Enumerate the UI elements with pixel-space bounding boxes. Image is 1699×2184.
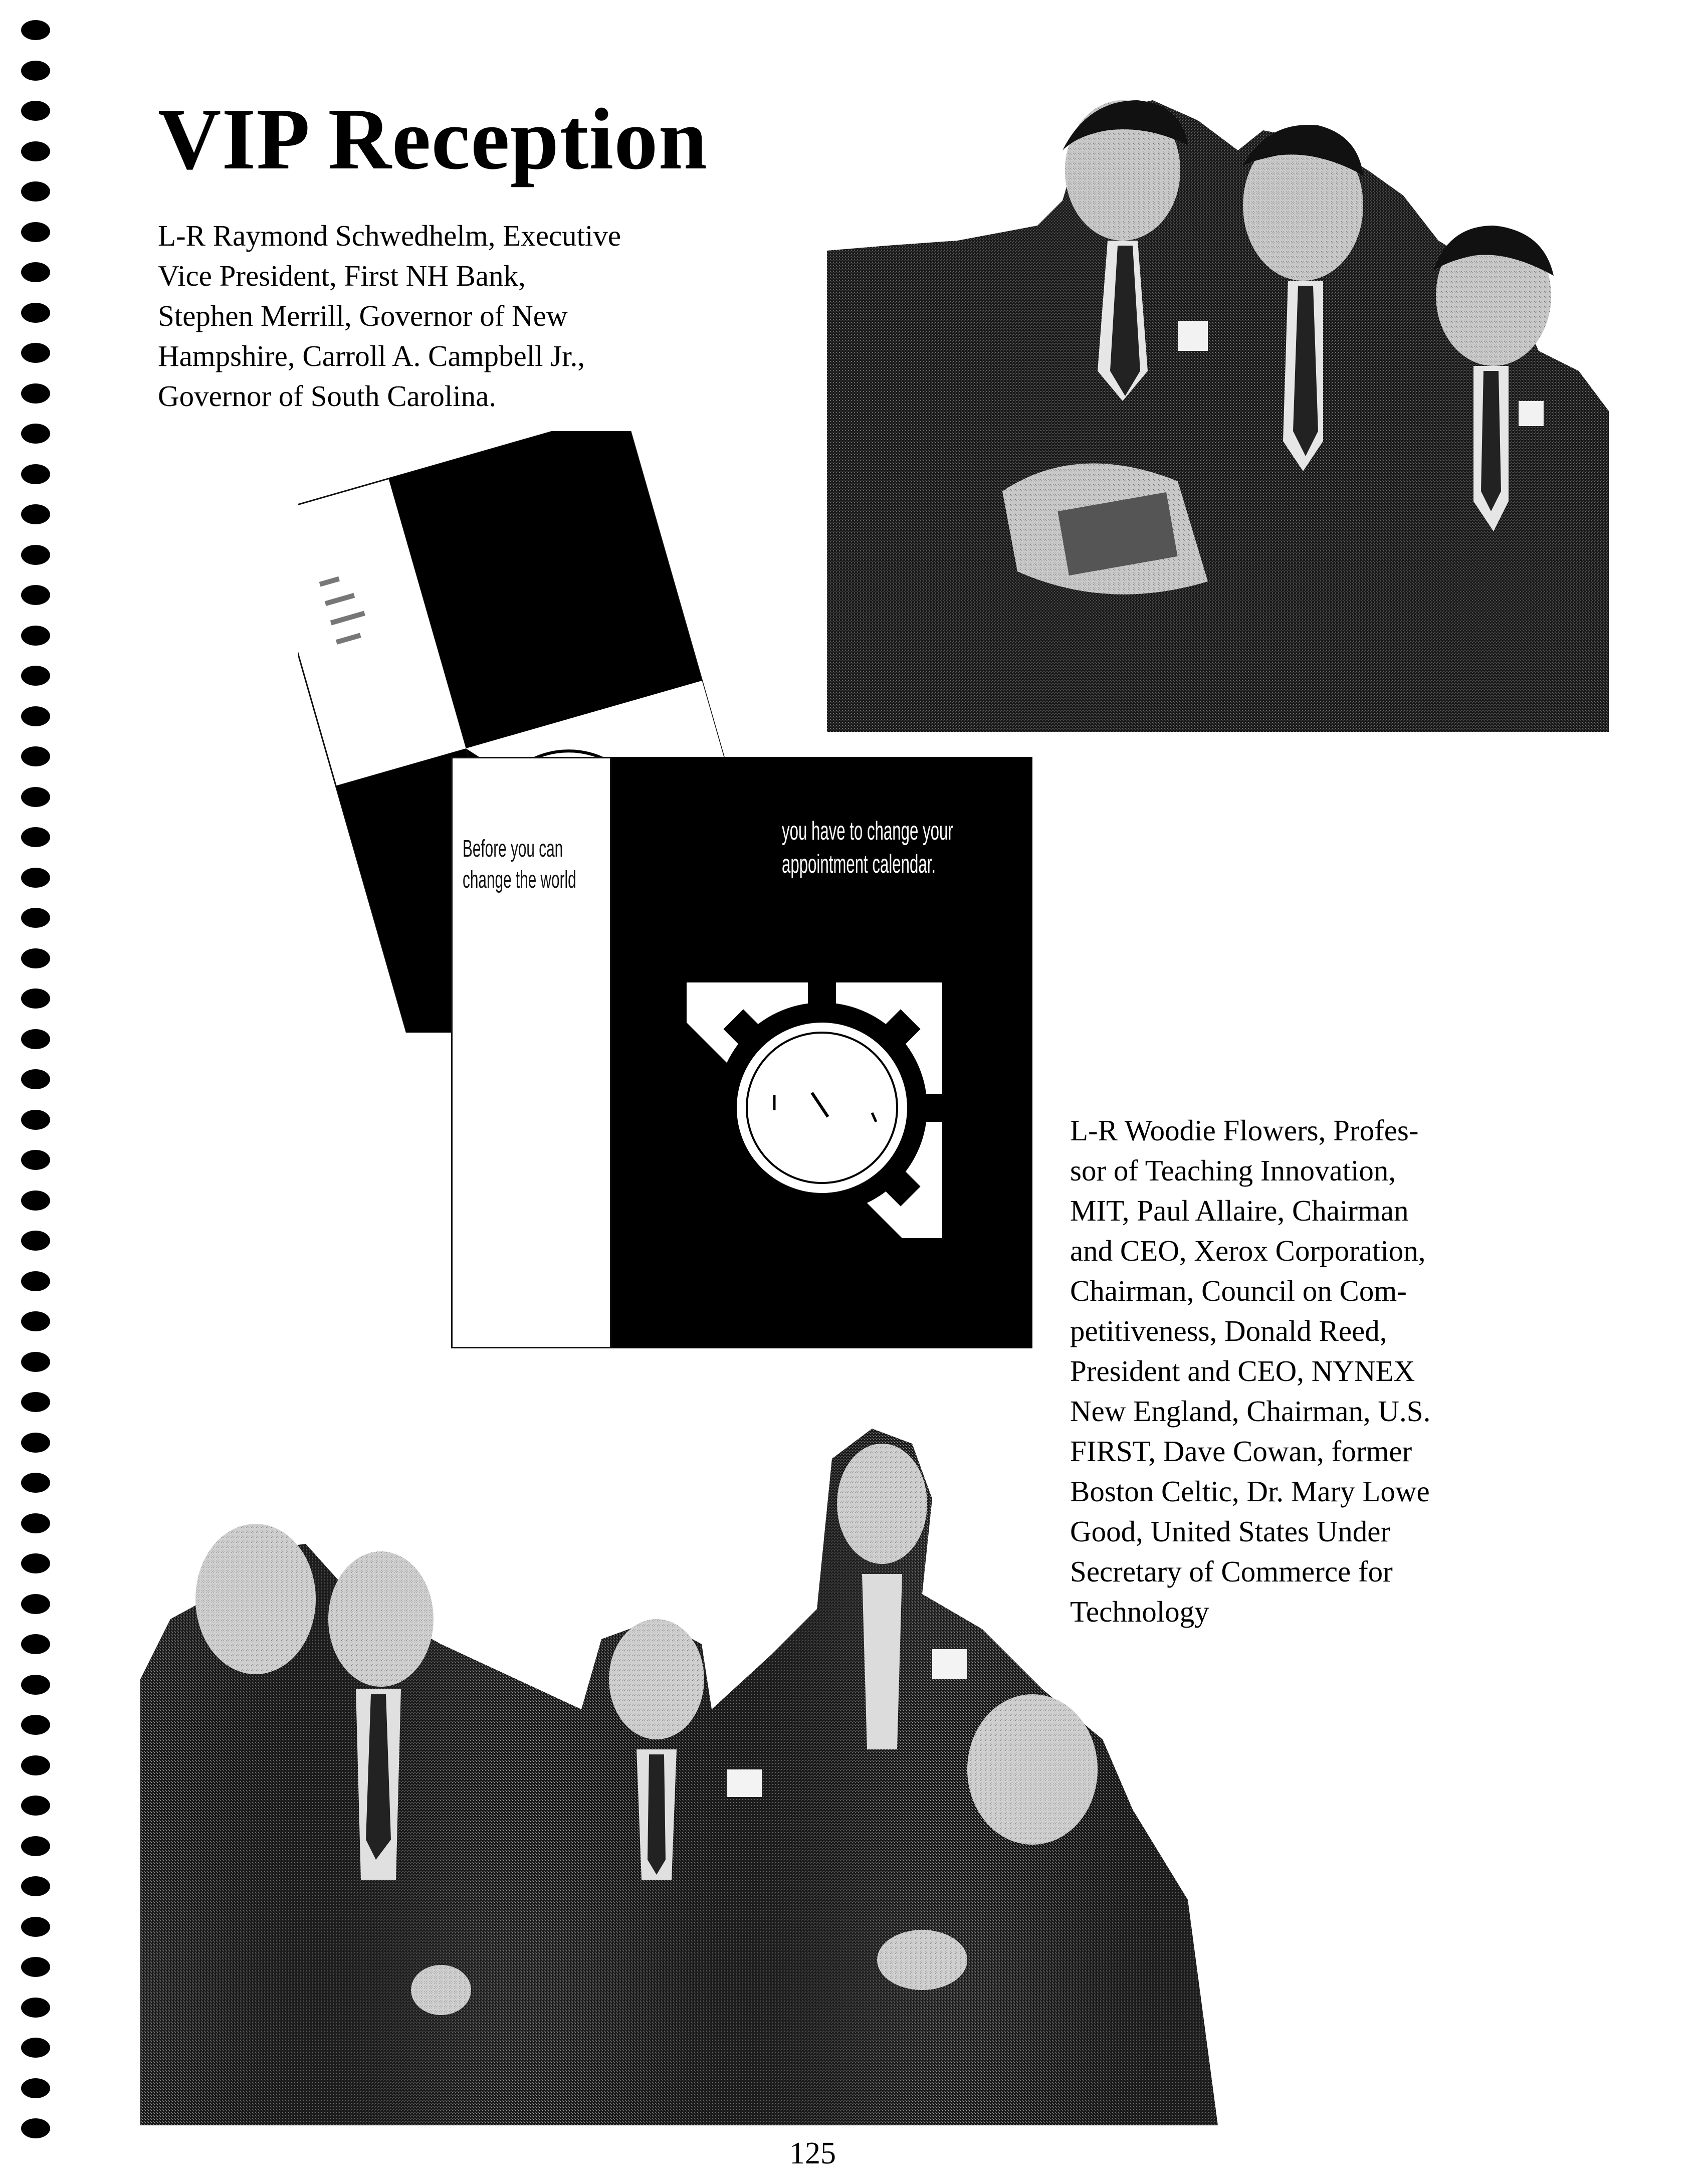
caption-line: and CEO, Xerox Corporation, xyxy=(1070,1234,1426,1267)
caption-line: Governor of South Carolina. xyxy=(158,379,497,413)
caption-line: L-R Raymond Schwedhelm, Executive xyxy=(158,219,621,252)
brochure-front-cover xyxy=(451,757,1032,1353)
binding-hole xyxy=(21,908,50,928)
binding-hole xyxy=(21,343,50,363)
caption-line: L-R Woodie Flowers, Profes- xyxy=(1070,1114,1419,1147)
binding-hole xyxy=(21,545,50,565)
brochure-left-panel xyxy=(451,757,611,1348)
spiral-binding xyxy=(9,20,59,2175)
binding-hole xyxy=(21,585,50,605)
binding-hole xyxy=(21,827,50,847)
binding-hole xyxy=(21,1755,50,1775)
binding-hole xyxy=(21,383,50,404)
binding-hole xyxy=(21,101,50,121)
vip-photo-three-men xyxy=(827,90,1609,732)
binding-hole xyxy=(21,1594,50,1614)
binding-hole xyxy=(21,1675,50,1695)
binding-hole xyxy=(21,424,50,444)
binding-hole xyxy=(21,1553,50,1573)
binding-hole xyxy=(21,1957,50,1977)
caption-line: Vice President, First NH Bank, xyxy=(158,259,526,292)
binding-hole xyxy=(21,1715,50,1735)
caption-top-photo xyxy=(158,216,621,416)
binding-hole xyxy=(21,464,50,484)
binding-hole xyxy=(21,1392,50,1412)
binding-hole xyxy=(21,1110,50,1130)
caption-line: Hampshire, Carroll A. Campbell Jr., xyxy=(158,339,585,372)
caption-line: Good, United States Under xyxy=(1070,1515,1391,1548)
brochure-right-line: appointment calendar. xyxy=(782,850,936,879)
binding-hole xyxy=(21,1150,50,1170)
binding-hole xyxy=(21,181,50,202)
binding-hole xyxy=(21,1029,50,1049)
caption-line: Stephen Merrill, Governor of New xyxy=(158,299,568,332)
binding-hole xyxy=(21,61,50,81)
binding-hole xyxy=(21,706,50,726)
brochure-left-line: change the world xyxy=(463,867,576,893)
binding-hole xyxy=(21,1311,50,1331)
binding-hole xyxy=(21,1352,50,1372)
brochure-left-line: Before you can xyxy=(463,836,563,862)
page-title: VIP Reception xyxy=(158,90,708,187)
binding-hole xyxy=(21,1271,50,1291)
binding-hole xyxy=(21,787,50,807)
binding-hole xyxy=(21,868,50,888)
caption-line: sor of Teaching Innovation, xyxy=(1070,1154,1396,1187)
binding-hole xyxy=(21,1513,50,1533)
brochure-left-text xyxy=(463,834,576,896)
binding-hole xyxy=(21,666,50,686)
binding-hole xyxy=(21,1917,50,1937)
binding-hole xyxy=(21,2038,50,2058)
caption-line: New England, Chairman, U.S. xyxy=(1070,1395,1431,1428)
binding-hole xyxy=(21,988,50,1009)
binding-hole xyxy=(21,2078,50,2098)
binding-hole xyxy=(21,1836,50,1856)
binding-hole xyxy=(21,222,50,242)
page-number: 125 xyxy=(789,2136,836,2170)
binding-hole xyxy=(21,1433,50,1453)
caption-line: MIT, Paul Allaire, Chairman xyxy=(1070,1194,1409,1227)
binding-hole xyxy=(21,2118,50,2138)
caption-line: FIRST, Dave Cowan, former xyxy=(1070,1435,1412,1468)
binding-hole xyxy=(21,1876,50,1896)
binding-hole xyxy=(21,1473,50,1493)
caption-line: Secretary of Commerce for xyxy=(1070,1555,1393,1588)
binding-hole xyxy=(21,141,50,161)
binding-hole xyxy=(21,303,50,323)
binding-hole xyxy=(21,1796,50,1816)
caption-line: Technology xyxy=(1070,1595,1209,1628)
binding-hole xyxy=(21,948,50,968)
binding-hole xyxy=(21,1998,50,2018)
binding-hole xyxy=(21,626,50,646)
binding-hole xyxy=(21,504,50,524)
binding-hole xyxy=(21,1634,50,1654)
caption-line: Boston Celtic, Dr. Mary Lowe xyxy=(1070,1475,1430,1508)
caption-line: petitiveness, Donald Reed, xyxy=(1070,1314,1387,1347)
caption-line: Chairman, Council on Com- xyxy=(1070,1274,1407,1307)
binding-hole xyxy=(21,1069,50,1089)
binding-hole xyxy=(21,746,50,766)
brochure-right-line: you have to change your xyxy=(782,817,953,846)
binding-hole xyxy=(21,1190,50,1211)
binding-hole xyxy=(21,262,50,282)
brochure-right-text xyxy=(782,815,953,881)
vip-photo-group xyxy=(140,1429,1218,2125)
binding-hole xyxy=(21,1231,50,1251)
caption-line: President and CEO, NYNEX xyxy=(1070,1354,1415,1387)
binding-hole xyxy=(21,20,50,40)
gear-clock-icon xyxy=(687,982,942,1238)
